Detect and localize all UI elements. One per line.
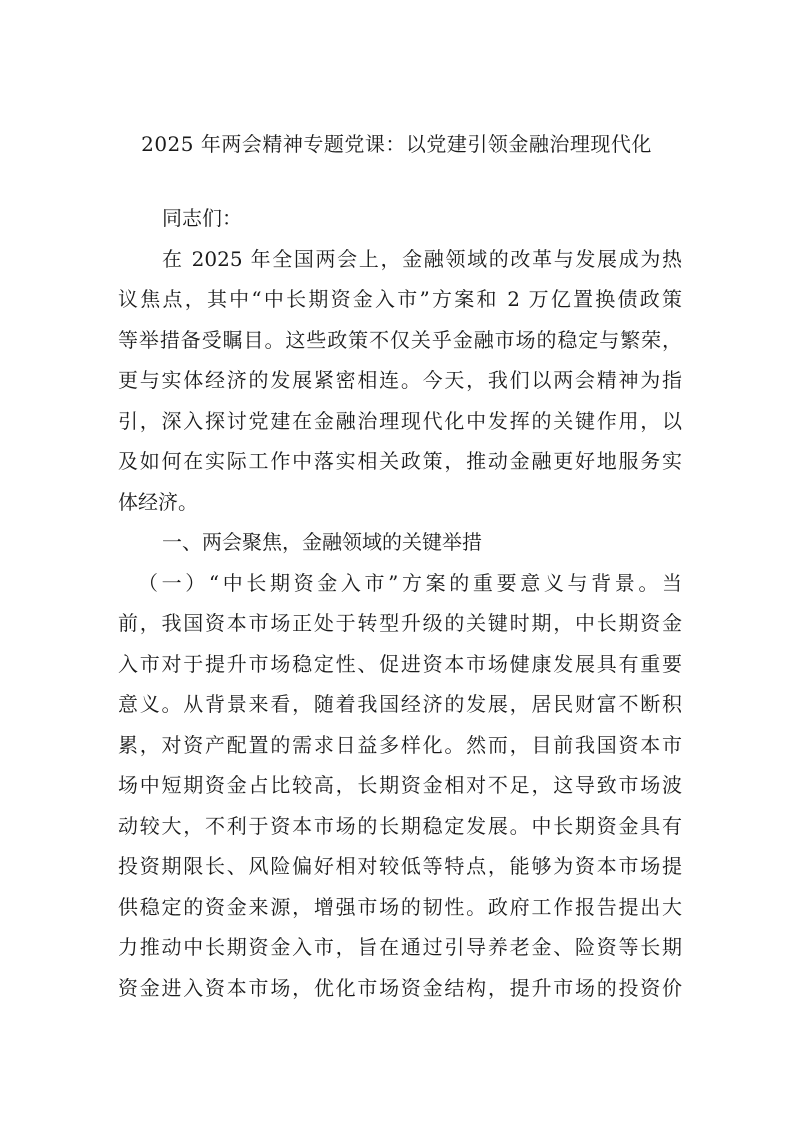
document-body bbox=[118, 198, 682, 1008]
paragraph-line: 及如何在实际工作中落实相关政策，推动金融更好地服务实 bbox=[118, 449, 682, 473]
paragraph-line: 意义。从背景来看，随着我国经济的发展，居民财富不断积 bbox=[118, 692, 682, 716]
paragraph-line: 入市对于提升市场稳定性、促进资本市场健康发展具有重要 bbox=[118, 651, 682, 676]
document-title: 2025 年两会精神专题党课：以党建引领金融治理现代化 bbox=[141, 132, 652, 156]
paragraph-line: 动较大，不利于资本市场的长期稳定发展。中长期资金具有 bbox=[118, 813, 682, 838]
paragraph-line: 累，对资产配置的需求日益多样化。然而，目前我国资本市 bbox=[118, 732, 682, 757]
paragraph-line: 供稳定的资金来源，增强市场的韧性。政府工作报告提出大 bbox=[118, 894, 682, 919]
section-heading: 一、两会聚焦，金融领域的关键举措 bbox=[162, 530, 482, 554]
paragraph-line: 前，我国资本市场正处于转型升级的关键时期，中长期资金 bbox=[118, 611, 682, 635]
paragraph-line: 体经济。 bbox=[118, 489, 198, 514]
paragraph-line: 引，深入探讨党建在金融治理现代化中发挥的关键作用，以 bbox=[118, 408, 682, 433]
paragraph-line: 力推动中长期资金入市，旨在通过引导养老金、险资等长期 bbox=[118, 935, 682, 959]
salutation-line: 同志们： bbox=[162, 206, 242, 230]
paragraph-line: 更与实体经济的发展紧密相连。今天，我们以两会精神为指 bbox=[118, 368, 682, 392]
paragraph-line: 资金进入资本市场，优化市场资金结构，提升市场的投资价 bbox=[118, 975, 682, 1000]
subsection-heading-line: （一）“中长期资金入市”方案的重要意义与背景。当 bbox=[138, 570, 682, 595]
paragraph-line: 投资期限长、风险偏好相对较低等特点，能够为资本市场提 bbox=[118, 854, 682, 878]
paragraph-line: 议焦点，其中“中长期资金入市”方案和 2 万亿置换债政策 bbox=[118, 287, 682, 311]
paragraph-line: 场中短期资金占比较高，长期资金相对不足，这导致市场波 bbox=[118, 773, 682, 797]
paragraph-line: 等举措备受瞩目。这些政策不仅关乎金融市场的稳定与繁荣， bbox=[118, 327, 682, 352]
paragraph-line: 在 2025 年全国两会上，金融领域的改革与发展成为热 bbox=[162, 246, 682, 271]
